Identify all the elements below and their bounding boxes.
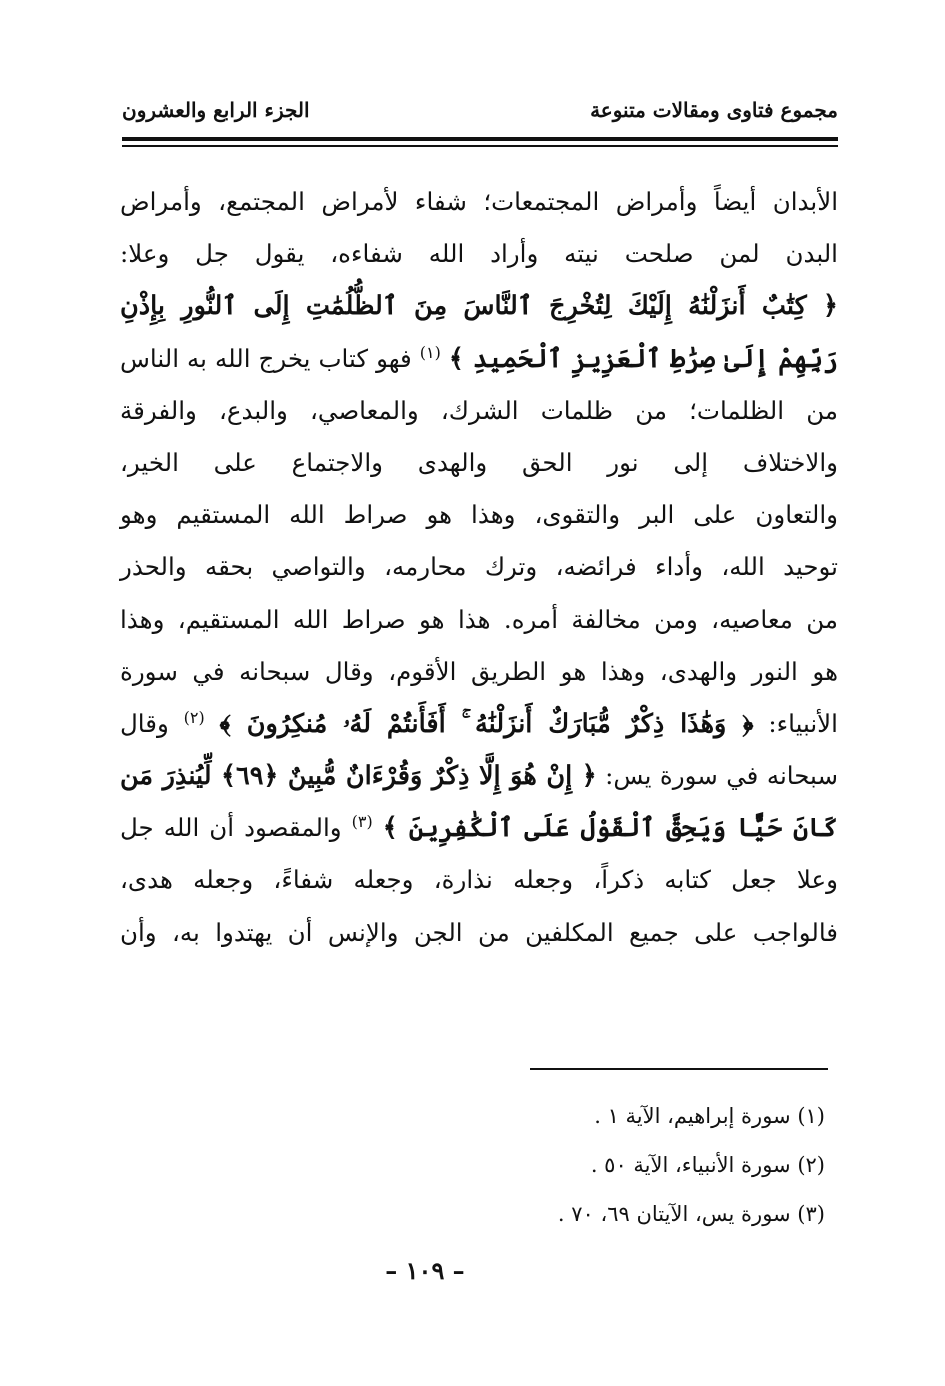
text-segment: وقال [120, 708, 184, 738]
quran-verse: ﴿ وَهَٰذَا ذِكْرٌ مُّبَارَكٌ أَنزَلْنَٰهُ ۚ أَفَأَنتُمْ لَهُۥ مُنكِرُونَ ﴾ [219, 708, 754, 739]
text-segment: فهو كتاب يخرج الله به الناس [120, 343, 420, 373]
text-segment: سبحانه في سورة يس: [596, 761, 838, 791]
text-line: البدن لمن صلحت نيته وأراد الله شفاءه، يقول جل وعلا: [120, 239, 838, 269]
text-line [120, 802, 838, 854]
quran-verse: رَبِّهِمْ إِلَىٰ صِرَٰطِ ٱلْعَزِيزِ ٱلْحَمِيدِ ﴾ [448, 343, 839, 374]
text-line [120, 750, 838, 802]
text-line [120, 698, 838, 750]
footnote: (١) سورة إبراهيم، الآية ١ . [594, 1104, 825, 1128]
volume-label: الجزء الرابع والعشرون [122, 98, 310, 122]
header-rule-thick [122, 137, 838, 141]
footnote-separator [530, 1068, 828, 1070]
text-segment: والمقصود أن الله جل [120, 813, 352, 843]
text-line: من الظلمات؛ من ظلمات الشرك، والمعاصي، والبدع، والفرقة [120, 395, 838, 425]
main-text [120, 176, 838, 1056]
text-line: والاختلاف إلى نور الحق والهدى والاجتماع على الخير، [120, 447, 838, 477]
text-line [120, 333, 838, 385]
text-line: فالواجب على جميع المكلفين من الجن والإنس أن يهتدوا به، وأن [120, 917, 838, 947]
footnote-ref: (٢) [183, 707, 205, 727]
page-number: – ١٠٩ – [385, 1256, 465, 1285]
footnote-ref: (٣) [351, 812, 373, 832]
footnote: (٢) سورة الأنبياء، الآية ٥٠ . [590, 1153, 825, 1177]
book-title: مجموع فتاوى ومقالات متنوعة [590, 98, 838, 122]
text-line: وعلا جعل كتابه ذكراً، وجعله نذارة، وجعله شفاءً، وجعله هدى، [120, 865, 838, 895]
running-header [122, 98, 838, 132]
text-line: توحيد الله، وأداء فرائضه، وترك محارمه، والتواصي بحقه والحذر [120, 552, 838, 582]
footnote: (٣) سورة يس، الآيتان ٦٩، ٧٠ . [557, 1202, 825, 1226]
footnotes [325, 1092, 825, 1239]
quran-verse: كَانَ حَيًّا وَيَحِقَّ ٱلْقَوْلُ عَلَى ٱلْكَٰفِرِينَ ﴾ [382, 813, 838, 844]
text-line: من معاصيه، ومن مخالفة أمره. هذا هو صراط الله المستقيم، وهذا [120, 604, 838, 634]
text-line: هو النور والهدى، وهذا هو الطريق الأقوم، وقال سبحانه في سورة [120, 656, 838, 686]
header-rule-thin [122, 145, 838, 147]
text-line: والتعاون على البر والتقوى، وهذا هو صراط الله المستقيم وهو [120, 500, 838, 530]
text-line: الأبدان أيضاً وأمراض المجتمعات؛ شفاء لأمراض المجتمع، وأمراض [120, 187, 838, 216]
quran-verse: ﴿ إِنْ هُوَ إِلَّا ذِكْرٌ وَقُرْءَانٌ مُّبِينٌ ﴿٦٩﴾ لِّيُنذِرَ مَن [120, 761, 597, 792]
footnote-ref: (١) [419, 342, 441, 362]
text-segment: الأنبياء: [753, 708, 838, 738]
quran-verse-line: ﴿ كِتَٰبٌ أَنزَلْنَٰهُ إِلَيْكَ لِتُخْرِجَ ٱلنَّاسَ مِنَ ٱلظُّلُمَٰتِ إِلَى ٱلنُّورِ بِإِذْنِ [120, 291, 838, 322]
